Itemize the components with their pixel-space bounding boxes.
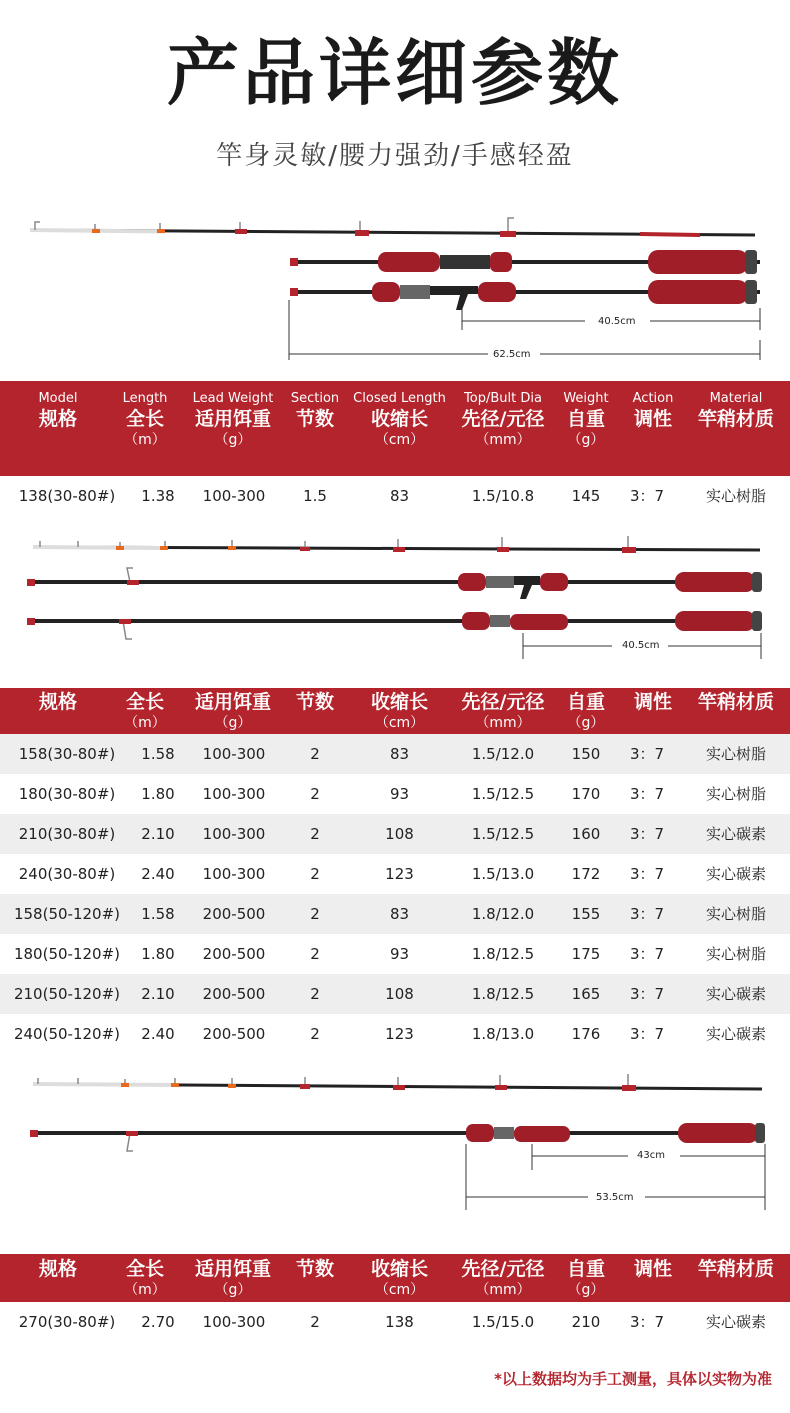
table-cell: 3：7 (629, 745, 665, 763)
table-cell: 2.70 (141, 1313, 175, 1331)
table-cell: 1.80 (141, 945, 175, 963)
table-cell: 1.5/12.0 (471, 745, 535, 763)
table-cell: 实心树脂 (705, 785, 766, 803)
table-cell: 1.8/12.0 (471, 905, 535, 923)
table-cell: 83 (389, 905, 410, 923)
table-row (0, 934, 790, 974)
table-cell: 3：7 (629, 825, 665, 843)
table-cell: 165 (571, 985, 601, 1003)
table-cell: 138 (385, 1313, 414, 1331)
header-material: Material 竿稍材质 (697, 391, 774, 430)
table-row (0, 476, 790, 516)
rod-photo-2 (0, 525, 790, 675)
table-cell: 123 (385, 865, 414, 883)
table-cell: 108 (385, 825, 414, 843)
table2-header (0, 688, 790, 734)
table-cell: 3：7 (629, 945, 665, 963)
table-row (0, 894, 790, 934)
table-cell: 实心树脂 (705, 905, 766, 923)
table-cell: 实心碳素 (705, 1313, 766, 1331)
table-cell: 3：7 (629, 1025, 665, 1043)
table-cell: 2 (310, 865, 320, 883)
table-cell: 1.5/10.8 (471, 487, 535, 505)
table-cell: 2.10 (141, 825, 175, 843)
table-cell: 100-300 (202, 785, 266, 803)
header-model: 规格 (38, 1258, 77, 1280)
header-weight: 自重 （g） (566, 691, 605, 731)
page-subtitle: 竿身灵敏/腰力强劲/手感轻盈 (216, 141, 574, 171)
header-closed-length: 收缩长 （cm） (370, 1258, 428, 1298)
table-cell: 1.5/12.5 (471, 825, 535, 843)
table-cell: 93 (389, 945, 410, 963)
table-cell: 172 (571, 865, 601, 883)
table-cell: 1.5/15.0 (471, 1313, 535, 1331)
table-cell: 108 (385, 985, 414, 1003)
header-dia: 先径/元径 （mm） (461, 1258, 545, 1298)
table-cell: 1.8/12.5 (471, 945, 535, 963)
table-cell: 2 (310, 785, 320, 803)
table-cell: 2 (310, 905, 320, 923)
table-cell: 2 (310, 1025, 320, 1043)
table-cell: 1.38 (141, 487, 175, 505)
footnote: *以上数据均为手工测量，具体以实物为准 (494, 1370, 772, 1388)
header-closed-length: Closed Length 收缩长 （cm） (353, 391, 446, 448)
table-cell: 160 (571, 825, 601, 843)
table3-header (0, 1254, 790, 1302)
table-cell: 2.40 (141, 865, 175, 883)
table-cell: 200-500 (202, 1025, 266, 1043)
dimension-label-short: 40.5cm (622, 640, 660, 651)
table-cell: 100-300 (202, 745, 266, 763)
table-cell: 实心碳素 (705, 825, 766, 843)
table-cell: 2.40 (141, 1025, 175, 1043)
header-lead-weight: Lead Weight 适用饵重 （g） (192, 391, 274, 448)
table-cell: 实心树脂 (705, 487, 766, 505)
table-cell: 1.8/12.5 (471, 985, 535, 1003)
table-cell: 100-300 (202, 865, 266, 883)
table1-body (0, 476, 790, 516)
table-cell: 实心碳素 (705, 1025, 766, 1043)
table-cell: 实心碳素 (705, 985, 766, 1003)
header-action: Action 调性 (632, 391, 674, 430)
header-lead-weight: 适用饵重 （g） (194, 1258, 271, 1298)
header-weight: 自重 （g） (566, 1258, 605, 1298)
table-cell: 158(30-80#) (18, 745, 116, 763)
table-cell: 180(30-80#) (18, 785, 116, 803)
header-section: 节数 (295, 1258, 334, 1280)
dimension-label-long: 62.5cm (493, 349, 531, 360)
table-row (0, 734, 790, 774)
table-cell: 1.5 (303, 487, 327, 505)
table-cell: 200-500 (202, 945, 266, 963)
table-cell: 1.5/12.5 (471, 785, 535, 803)
table1-header (0, 381, 790, 476)
table-cell: 240(50-120#) (13, 1025, 121, 1043)
table-cell: 2 (310, 985, 320, 1003)
header-closed-length: 收缩长 （cm） (370, 691, 428, 731)
table-cell: 1.8/13.0 (471, 1025, 535, 1043)
table-cell: 93 (389, 785, 410, 803)
header-action: 调性 (633, 1258, 672, 1280)
table-cell: 83 (389, 487, 410, 505)
header-material: 竿稍材质 (697, 1258, 774, 1280)
table-row (0, 774, 790, 814)
table-cell: 3：7 (629, 985, 665, 1003)
table-row (0, 854, 790, 894)
table-cell: 170 (571, 785, 601, 803)
header-length: 全长 （m） (124, 691, 166, 731)
table-cell: 240(30-80#) (18, 865, 116, 883)
header-weight: Weight 自重 （g） (563, 391, 609, 448)
table3-body (0, 1302, 790, 1342)
table-cell: 83 (389, 745, 410, 763)
table-cell: 175 (571, 945, 601, 963)
header-dia: Top/Bult Dia 先径/元径 （mm） (461, 391, 545, 448)
header-length: Length 全长 （m） (122, 391, 168, 448)
table-cell: 210 (571, 1313, 601, 1331)
table-cell: 1.5/13.0 (471, 865, 535, 883)
table-cell: 实心碳素 (705, 865, 766, 883)
table-cell: 2 (310, 745, 320, 763)
dimension-label-long: 53.5cm (596, 1192, 634, 1203)
table-cell: 138(30-80#) (18, 487, 116, 505)
table-row (0, 974, 790, 1014)
table-cell: 1.58 (141, 745, 175, 763)
table-cell: 158(50-120#) (13, 905, 121, 923)
table-cell: 176 (571, 1025, 601, 1043)
page-title: 产品详细参数 (166, 31, 623, 115)
table-cell: 150 (571, 745, 601, 763)
table-cell: 123 (385, 1025, 414, 1043)
table-cell: 实心树脂 (705, 745, 766, 763)
header-section: Section 节数 (290, 391, 340, 430)
table2-body (0, 734, 790, 1054)
header-lead-weight: 适用饵重 （g） (194, 691, 271, 731)
table-cell: 2 (310, 1313, 320, 1331)
dimension-label-short: 43cm (637, 1150, 665, 1161)
rod-photo-1 (0, 200, 790, 375)
table-cell: 3：7 (629, 865, 665, 883)
table-cell: 3：7 (629, 785, 665, 803)
table-cell: 210(50-120#) (13, 985, 121, 1003)
table-row (0, 1302, 790, 1342)
table-cell: 100-300 (202, 487, 266, 505)
table-cell: 1.58 (141, 905, 175, 923)
header-length: 全长 （m） (124, 1258, 166, 1298)
table-cell: 1.80 (141, 785, 175, 803)
table-cell: 100-300 (202, 1313, 266, 1331)
table-cell: 3：7 (629, 905, 665, 923)
table-cell: 270(30-80#) (18, 1313, 116, 1331)
table-cell: 145 (571, 487, 601, 505)
table-cell: 180(50-120#) (13, 945, 121, 963)
header-action: 调性 (633, 691, 672, 713)
table-cell: 200-500 (202, 905, 266, 923)
table-cell: 实心树脂 (705, 945, 766, 963)
rod-photo-3 (0, 1062, 790, 1220)
header-material: 竿稍材质 (697, 691, 774, 713)
header-model: 规格 (38, 691, 77, 713)
table-cell: 3：7 (629, 487, 665, 505)
table-cell: 200-500 (202, 985, 266, 1003)
table-cell: 2 (310, 825, 320, 843)
table-cell: 2 (310, 945, 320, 963)
header-section: 节数 (295, 691, 334, 713)
header-model: Model 规格 (38, 391, 78, 430)
table-cell: 155 (571, 905, 601, 923)
table-row (0, 814, 790, 854)
table-row (0, 1014, 790, 1054)
header-dia: 先径/元径 （mm） (461, 691, 545, 731)
table-cell: 210(30-80#) (18, 825, 116, 843)
dimension-label-short: 40.5cm (598, 316, 636, 327)
table-cell: 2.10 (141, 985, 175, 1003)
table-cell: 100-300 (202, 825, 266, 843)
table-cell: 3：7 (629, 1313, 665, 1331)
